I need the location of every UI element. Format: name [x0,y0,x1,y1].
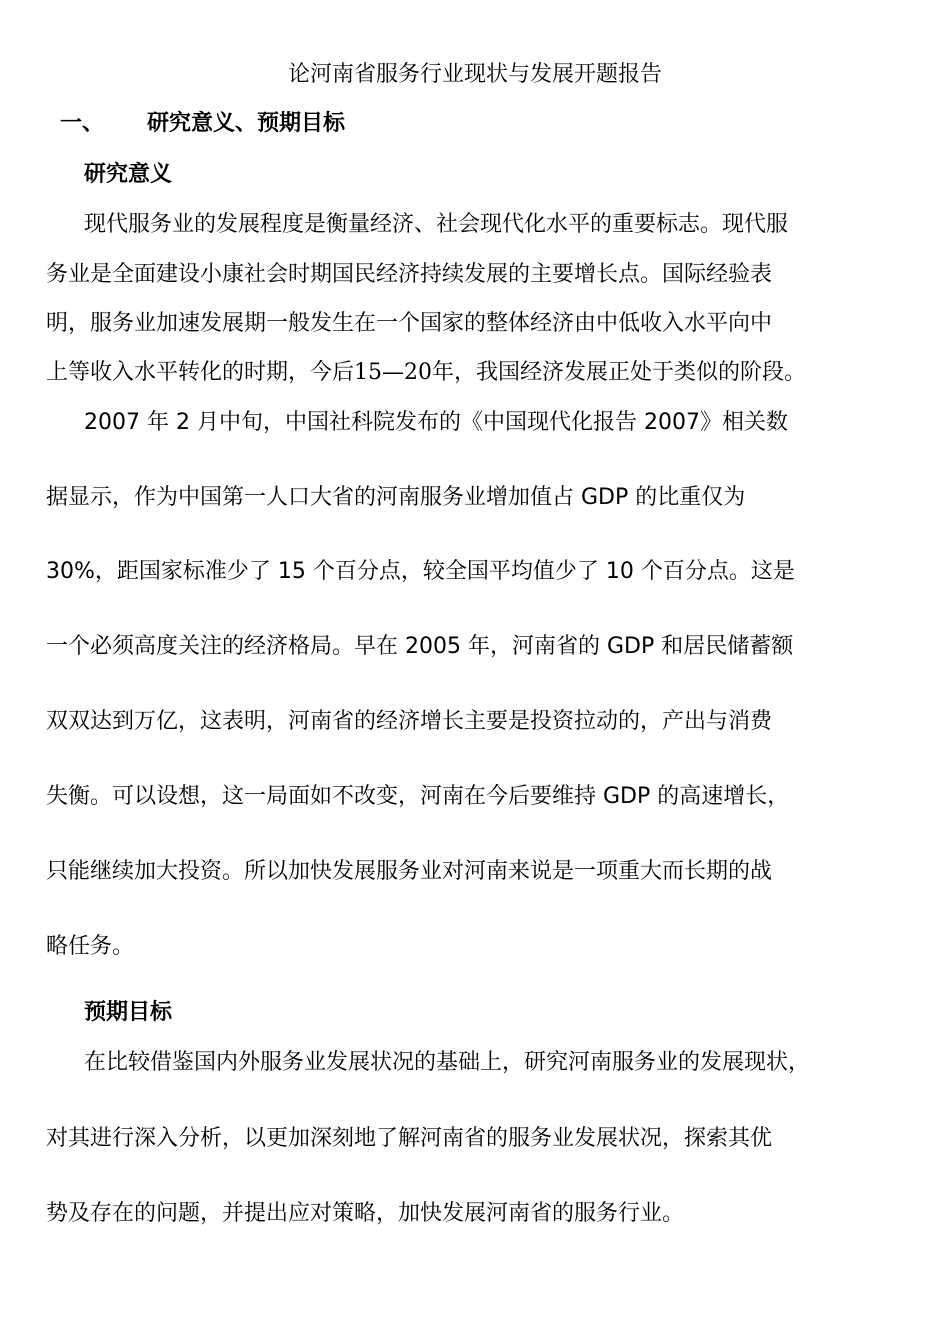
paragraph-line: 现代服务业的发展程度是衡量经济、社会现代化水平的重要标志。现代服 [84,212,789,237]
document-title: 论河南省服务行业现状与发展开题报告 [287,62,662,87]
paragraph-line: 在比较借鉴国内外服务业发展状况的基础上，研究河南服务业的发展现状， [84,1050,811,1075]
subheading-significance: 研究意义 [84,162,173,187]
section-number: 一、 [60,111,105,136]
paragraph-line: 一个必须高度关注的经济格局。早在 2005 年，河南省的 GDP 和居民储蓄额 [46,634,794,659]
paragraph-line: 明，服务业加速发展期一般发生在一个国家的整体经济由中低收入水平向中 [46,311,773,336]
paragraph-line: 失衡。可以设想，这一局面如不改变，河南在今后要维持 GDP 的高速增长， [46,784,790,809]
subheading-objectives: 预期目标 [84,1000,173,1025]
paragraph-line: 据显示，作为中国第一人口大省的河南服务业增加值占 GDP 的比重仅为 [46,485,746,510]
paragraph-line: 上等收入水平转化的时期，今后15—20年，我国经济发展正处于类似的阶段。 [46,360,806,385]
paragraph-line: 势及存在的问题，并提出应对策略，加快发展河南省的服务行业。 [46,1201,685,1226]
paragraph-line: 2007 年 2 月中旬，中国社科院发布的《中国现代化报告 2007》相关数 [84,410,788,435]
paragraph-line: 务业是全面建设小康社会时期国民经济持续发展的主要增长点。国际经验表 [46,262,773,287]
paragraph-line: 略任务。 [46,934,135,959]
paragraph-line: 双双达到万亿，这表明，河南省的经济增长主要是投资拉动的，产出与消费 [46,709,773,734]
section-title: 研究意义、预期目标 [147,111,346,136]
paragraph-line: 对其进行深入分析，以更加深刻地了解河南省的服务业发展状况，探索其优 [46,1126,773,1151]
paragraph-line: 30%，距国家标准少了 15 个百分点，较全国平均值少了 10 个百分点。这是 [46,559,795,584]
paragraph-line: 只能继续加大投资。所以加快发展服务业对河南来说是一项重大而长期的战 [46,859,773,884]
section-heading [60,106,345,142]
